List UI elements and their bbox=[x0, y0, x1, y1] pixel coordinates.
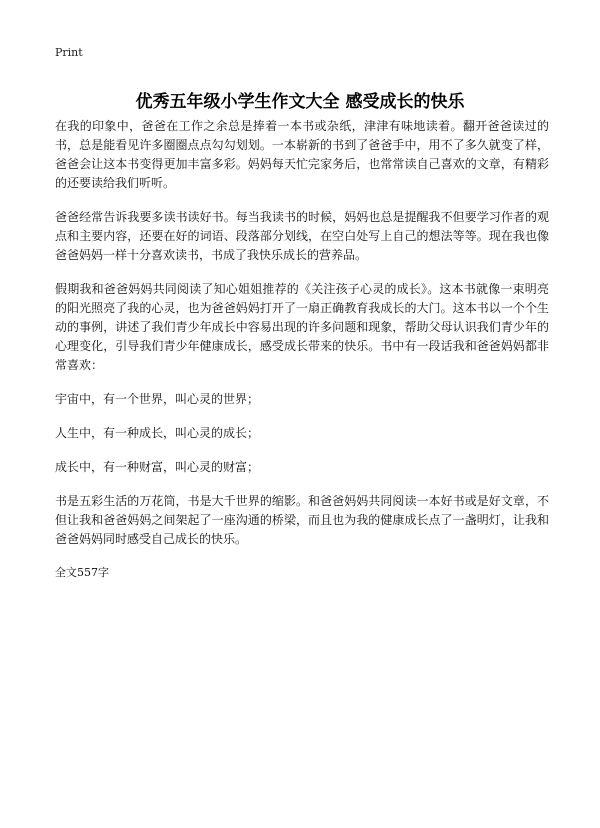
paragraph: 爸爸经常告诉我要多读书读好书。每当我读书的时候，妈妈也总是提醒我不但要学习作者的观点和主要内容，还要在好的词语、段落部分划线，在空白处写上自己的想法等等。现在我也像爸爸妈妈一样十分喜欢读书，书成了我快乐成长的营养品。 bbox=[55, 210, 549, 262]
article-title: 优秀五年级小学生作文大全 感受成长的快乐 bbox=[135, 92, 465, 113]
quote-line: 宇宙中，有一个世界，叫心灵的世界； bbox=[55, 392, 260, 406]
quote-line: 成长中，有一种财富，叫心灵的财富； bbox=[55, 460, 260, 474]
paragraph: 假期我和爸爸妈妈共同阅读了知心姐姐推荐的《关注孩子心灵的成长》。这本书就像一束明亮的阳光照亮了我的心灵，也为爸爸妈妈打开了一扇正确教育我成长的大门。这本书以一个个生动的事例，讲述了我们青少年成长中容易出现的许多问题和现象，帮助父母认识我们青少年的心理变化，引导我们青少年健康成长，感受成长带来的快乐。书中有一段话我和爸爸妈妈都非常喜欢： bbox=[55, 282, 549, 372]
word-count: 全文557字 bbox=[55, 566, 109, 579]
article-body bbox=[55, 117, 549, 582]
print-link[interactable]: Print bbox=[55, 46, 83, 59]
quote-line: 人生中，有一种成长，叫心灵的成长； bbox=[55, 426, 260, 440]
paragraph: 在我的印象中，爸爸在工作之余总是捧着一本书或杂纸，津津有味地读着。翻开爸爸读过的书，总是能看见许多圈圈点点勾勾划划。一本崭新的书到了爸爸手中，用不了多久就变了样，爸爸会让这本书变得更加丰富多彩。妈妈每天忙完家务后，也常常读自己喜欢的文章，有精彩的还要读给我们听听。 bbox=[55, 119, 549, 190]
paragraph: 书是五彩生活的万花筒，书是大千世界的缩影。和爸爸妈妈共同阅读一本好书或是好文章，不但让我和爸爸妈妈之间架起了一座沟通的桥梁，而且也为我的健康成长点了一盏明灯，让我和爸爸妈妈同时感受自己成长的快乐。 bbox=[55, 494, 549, 546]
